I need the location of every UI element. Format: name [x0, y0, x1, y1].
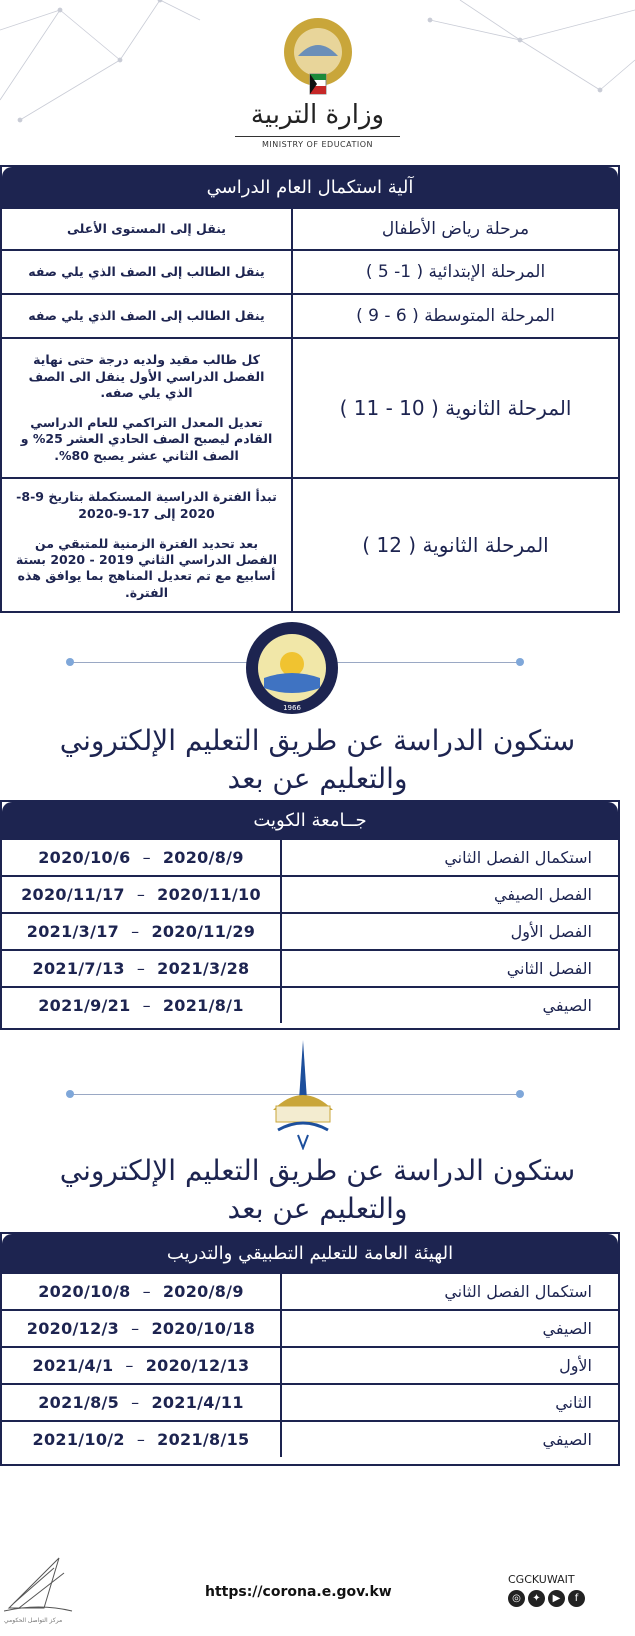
note-text: ينقل إلى المستوى الأعلى: [67, 220, 226, 236]
start-date: 2021/8/1: [162, 996, 244, 1015]
start-date: 2020/8/9: [162, 1282, 244, 1301]
end-date: 2020/12/3: [26, 1319, 120, 1338]
stage-cell: المرحلة الثانوية ( 12 ): [291, 479, 618, 611]
note-cell: [2, 479, 291, 611]
dash: –: [142, 996, 151, 1015]
table-row: [2, 838, 618, 875]
note-text: ينقل الطالب إلى الصف الذي يلي صفه: [28, 263, 265, 279]
ministry-name-english: MINISTRY OF EDUCATION: [261, 140, 374, 149]
twitter-icon[interactable]: ✦: [528, 1590, 545, 1607]
school-table-title: آلية استكمال العام الدراسي: [2, 167, 618, 207]
date-range: [2, 1274, 280, 1309]
website-link[interactable]: https://corona.e.gov.kw: [205, 1584, 392, 1600]
stage-cell: المرحلة الثانوية ( 10 - 11 ): [291, 339, 618, 477]
table-row: [2, 293, 618, 337]
dash: –: [125, 1356, 134, 1375]
start-date: 2020/11/29: [151, 922, 256, 941]
term-label: الفصل الصيفي: [280, 877, 618, 912]
table-row: [2, 337, 618, 477]
ku-table-title: جــامعة الكويت: [2, 802, 618, 838]
note-text: بعد تحديد الفترة الزمنية للمتبقي من الفصل الدراسي الثاني 2019 - 2020 بستة أسابيع مع تم تعديل المناهج بما يوافق هذه الفترة.: [15, 535, 278, 600]
date-range: [2, 914, 280, 949]
end-date: 2021/3/17: [26, 922, 120, 941]
end-date: 2020/11/17: [21, 885, 125, 904]
sail-logo-caption: مركز التواصل الحكومي: [4, 1617, 63, 1624]
table-row: [2, 1383, 618, 1420]
paaet-headline: [0, 1152, 635, 1228]
school-mechanism-table: [0, 165, 620, 613]
instagram-icon[interactable]: ◎: [508, 1590, 525, 1607]
note-text: ينقل الطالب إلى الصف الذي يلي صفه: [28, 307, 265, 323]
dash: –: [142, 1282, 151, 1301]
divider-dot: [66, 658, 74, 666]
table-row: [2, 1272, 618, 1309]
end-date: 2021/10/2: [32, 1430, 125, 1449]
date-range: [2, 877, 280, 912]
stage-cell: المرحلة المتوسطة ( 6 - 9 ): [291, 295, 618, 337]
table-row: [2, 949, 618, 986]
start-date: 2021/3/28: [157, 959, 250, 978]
paaet-table-title: الهيئة العامة للتعليم التطبيقي والتدريب: [2, 1234, 618, 1272]
note-text: تبدأ الفترة الدراسية المستكملة بتاريخ 9-8-2020 إلى 17-9-2020: [16, 489, 277, 521]
table-row: [2, 1309, 618, 1346]
dash: –: [131, 1319, 140, 1338]
term-label: استكمال الفصل الثاني: [280, 1274, 618, 1309]
end-date: 2021/8/5: [38, 1393, 120, 1412]
table-row: [2, 1346, 618, 1383]
start-date: 2020/8/9: [162, 848, 244, 867]
social-icons: [508, 1590, 585, 1607]
start-date: 2020/12/13: [145, 1356, 250, 1375]
note-cell: [2, 295, 291, 337]
end-date: 2021/9/21: [38, 996, 131, 1015]
headline-line: والتعليم عن بعد: [227, 1192, 408, 1225]
paaet-table: [0, 1232, 620, 1466]
stage-cell: المرحلة الإبتدائية ( 1- 5 ): [291, 251, 618, 293]
start-date: 2020/10/18: [151, 1319, 256, 1338]
table-row: [2, 477, 618, 611]
date-range: [2, 1348, 280, 1383]
table-row: [2, 1420, 618, 1457]
date-range: [2, 951, 280, 986]
start-date: 2020/11/10: [157, 885, 261, 904]
dash: –: [136, 1430, 146, 1449]
ministry-name-arabic: وزارة التربية: [250, 100, 385, 130]
kuwait-university-emblem: [244, 620, 340, 716]
headline-line: ستكون الدراسة عن طريق التعليم الإلكتروني: [59, 1154, 576, 1187]
date-range: [2, 840, 280, 875]
table-row: [2, 207, 618, 249]
end-date: 2021/7/13: [32, 959, 125, 978]
term-label: الأول: [280, 1348, 618, 1383]
divider-dot: [66, 1090, 74, 1098]
note-cell: [2, 209, 291, 249]
date-range: [2, 988, 280, 1023]
ministry-divider: [235, 136, 400, 137]
youtube-icon[interactable]: ▶: [548, 1590, 565, 1607]
divider-dot: [516, 658, 524, 666]
end-date: 2021/4/1: [32, 1356, 114, 1375]
term-label: الفصل الأول: [280, 914, 618, 949]
term-label: الفصل الثاني: [280, 951, 618, 986]
note-text: تعديل المعدل التراكمي للعام الدراسي القادم ليصبح الصف الحادي العشر 25% و الصف الثاني عشر يصبح 80%.: [20, 415, 273, 463]
paaet-emblem: [268, 1040, 338, 1150]
date-range: [2, 1385, 280, 1420]
term-label: الصيفي: [280, 988, 618, 1023]
kuwait-university-table: [0, 800, 620, 1030]
note-text: كل طالب مقيد ولديه درجة حتى نهاية الفصل الدراسي الأول ينقل الى الصف الذي يلي صفه.: [28, 352, 265, 400]
table-row: [2, 249, 618, 293]
kuwait-crest-logo: [268, 14, 368, 98]
emblem-year: 1966: [283, 704, 301, 712]
term-label: الثاني: [280, 1385, 618, 1420]
dash: –: [142, 848, 151, 867]
dash: –: [131, 922, 140, 941]
start-date: 2021/4/11: [151, 1393, 244, 1412]
note-cell: [2, 251, 291, 293]
note-cell: [2, 339, 291, 477]
social-handle: CGCKUWAIT: [508, 1573, 575, 1586]
table-row: [2, 875, 618, 912]
stage-cell: مرحلة رياض الأطفال: [291, 209, 618, 249]
divider-dot: [516, 1090, 524, 1098]
date-range: [2, 1422, 280, 1457]
dash: –: [131, 1393, 140, 1412]
term-label: استكمال الفصل الثاني: [280, 840, 618, 875]
table-row: [2, 986, 618, 1023]
date-range: [2, 1311, 280, 1346]
term-label: الصيفي: [280, 1422, 618, 1457]
headline-line: ستكون الدراسة عن طريق التعليم الإلكتروني: [59, 724, 576, 757]
term-label: الصيفي: [280, 1311, 618, 1346]
end-date: 2020/10/8: [38, 1282, 131, 1301]
end-date: 2020/10/6: [38, 848, 131, 867]
ku-headline: [0, 722, 635, 798]
sail-logo: [4, 1553, 74, 1615]
table-row: [2, 912, 618, 949]
dash: –: [136, 885, 146, 904]
dash: –: [136, 959, 146, 978]
headline-line: والتعليم عن بعد: [227, 762, 408, 795]
start-date: 2021/8/15: [157, 1430, 250, 1449]
facebook-icon[interactable]: f: [568, 1590, 585, 1607]
